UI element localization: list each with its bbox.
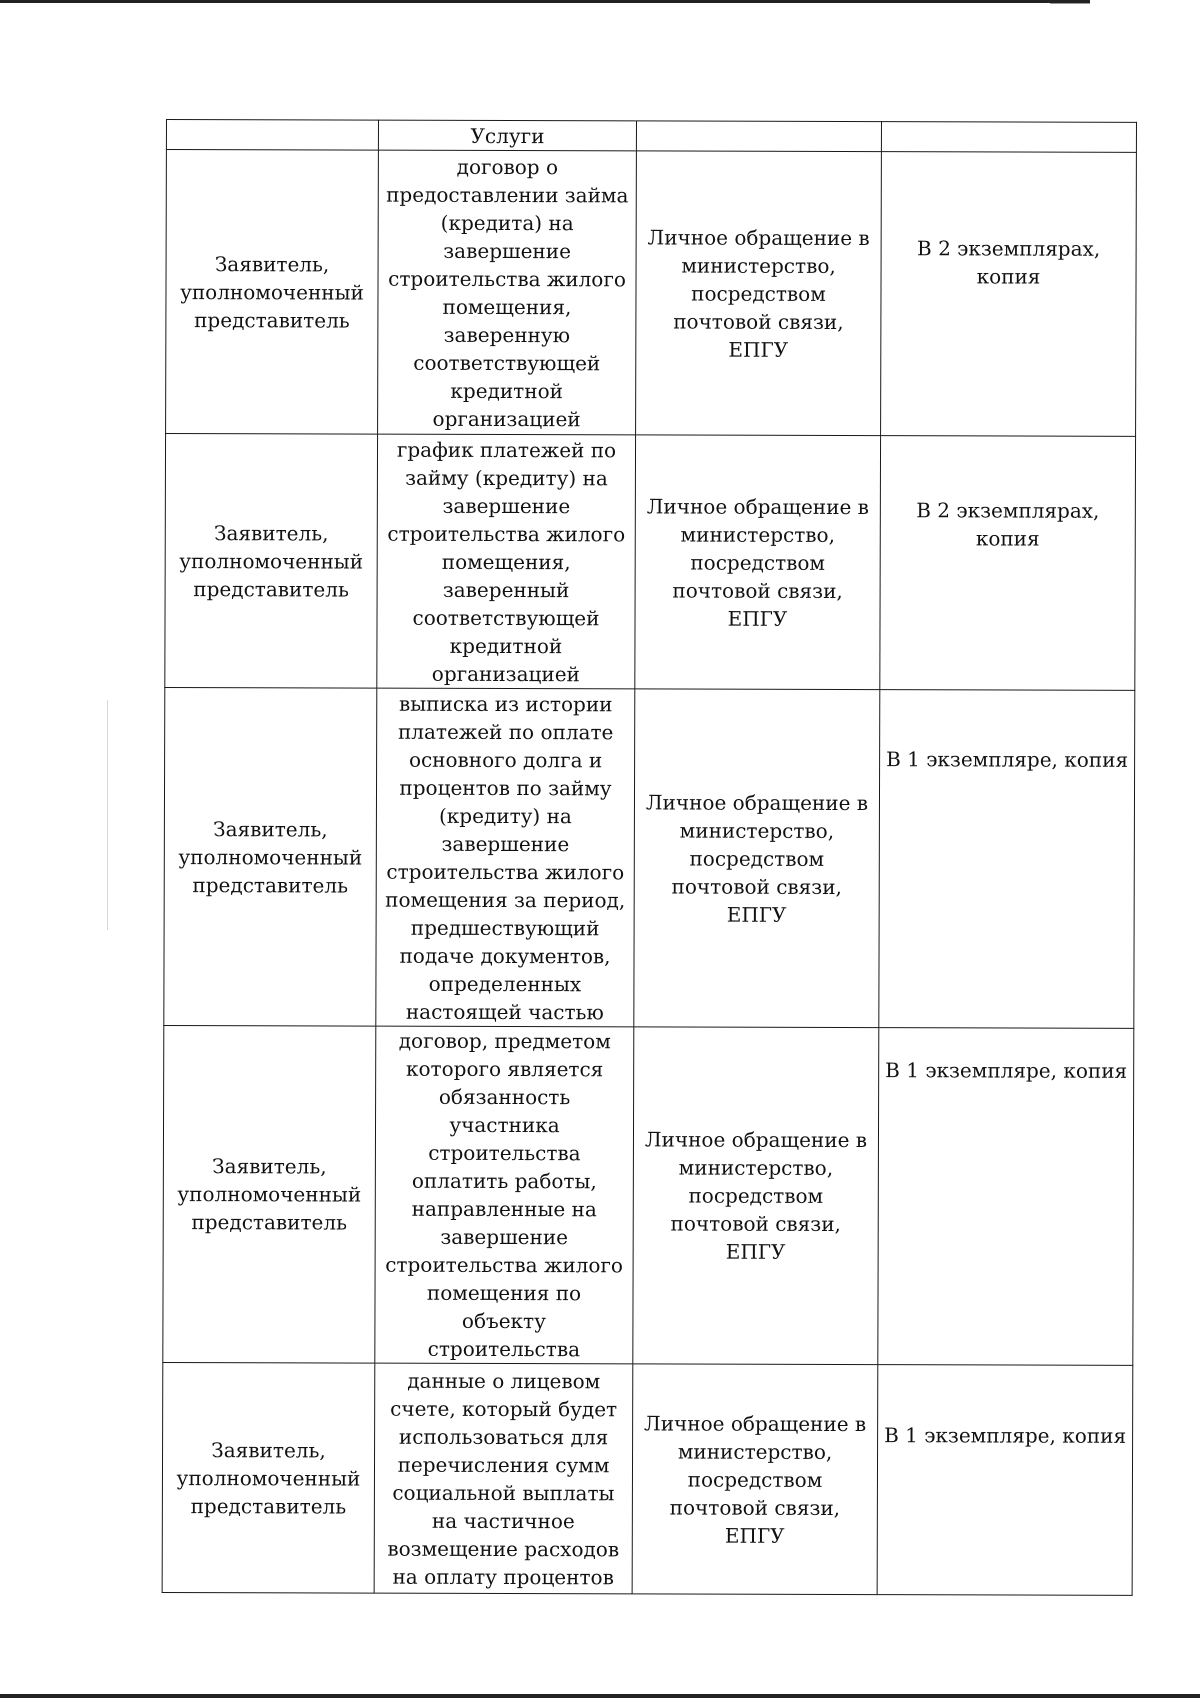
applicant-cell: Заявитель, уполномоченный представитель	[163, 1025, 376, 1363]
applicant-cell: Заявитель, уполномоченный представитель	[165, 434, 378, 689]
submission-cell: Личное обращение в министерство, посредством почтовой связи, ЕПГУ	[632, 1364, 878, 1595]
scan-edge-top-right	[1050, 3, 1090, 4]
scan-artifact-line	[107, 700, 108, 930]
document-cell: график платежей по займу (кредиту) на завершение строительства жилого помещения, заверенный соответствующей кредитной организацией	[377, 434, 636, 689]
document-cell: данные о лицевом счете, который будет использоваться для перечисления сумм социальной выплаты на частичное возмещение расходов на оплату процентов	[374, 1363, 633, 1594]
document-cell: договор о предоставлении займа (кредита) на завершение строительства жилого помещения, заверенную соответствующей кредитной организацией	[378, 150, 637, 435]
copies-cell: В 1 экземпляре, копия	[877, 1365, 1133, 1596]
submission-cell: Личное обращение в министерство, посредством почтовой связи, ЕПГУ	[633, 1027, 879, 1365]
table-row	[166, 150, 1137, 437]
table-row	[164, 687, 1135, 1028]
submission-cell: Личное обращение в министерство, посредством почтовой связи, ЕПГУ	[636, 151, 882, 436]
submission-cell: Личное обращение в министерство, посредством почтовой связи, ЕПГУ	[634, 689, 880, 1028]
documents-table	[162, 119, 1137, 1596]
applicant-cell: Заявитель, уполномоченный представитель	[162, 1362, 375, 1593]
table-row	[165, 434, 1136, 691]
header-cell-services: Услуги	[378, 120, 636, 151]
table-row	[163, 1025, 1134, 1365]
applicant-cell: Заявитель, уполномоченный представитель	[166, 150, 379, 435]
copies-cell: В 1 экземпляре, копия	[879, 690, 1135, 1029]
table-row	[162, 1362, 1133, 1595]
copies-cell: В 2 экземплярах, копия	[881, 152, 1137, 437]
document-cell: договор, предметом которого является обязанность участника строительства оплатить работы, направленные на завершение строительства жилого помещения по объекту строительства	[375, 1026, 634, 1364]
applicant-cell: Заявитель, уполномоченный представитель	[164, 687, 377, 1026]
table-header-row	[166, 120, 1136, 153]
header-cell-applicant	[166, 120, 378, 151]
scan-edge-bottom	[0, 1694, 1200, 1698]
submission-cell: Личное обращение в министерство, посредством почтовой связи, ЕПГУ	[635, 435, 881, 690]
copies-cell: В 1 экземпляре, копия	[878, 1028, 1134, 1366]
document-cell: выписка из истории платежей по оплате основного долга и процентов по займу (кредиту) на завершение строительства жилого помещения за период, предшествующий подаче документов, определенных настоящей частью	[376, 688, 635, 1027]
header-cell-submission	[636, 121, 881, 152]
header-cell-copies	[881, 122, 1136, 153]
scan-edge-top	[0, 0, 1090, 3]
copies-cell: В 2 экземплярах, копия	[880, 436, 1136, 691]
